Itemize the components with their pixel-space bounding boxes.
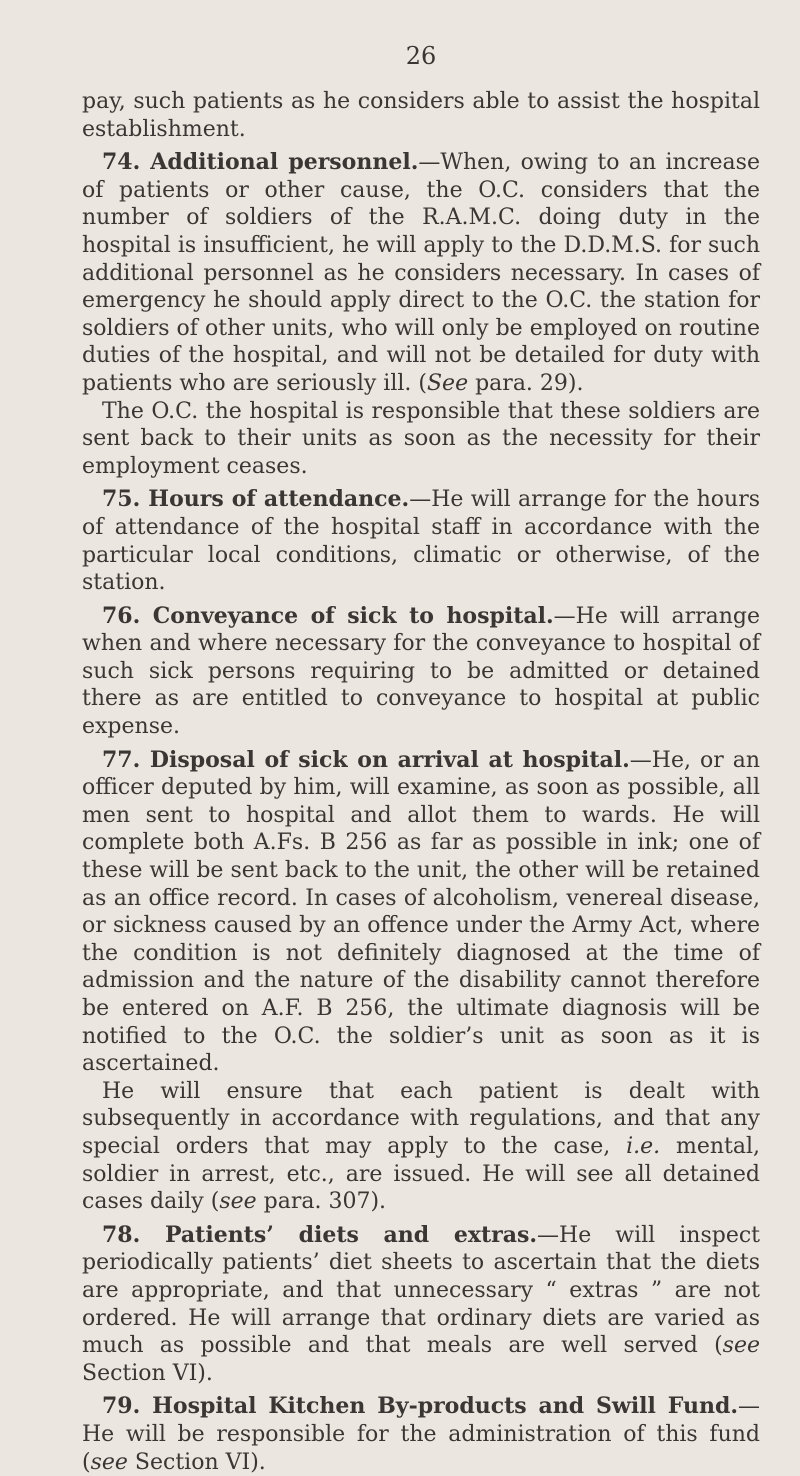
paragraph-77b-text-c: para. 307). bbox=[256, 1189, 387, 1215]
heading-74: 74. Additional personnel. bbox=[102, 149, 419, 176]
paragraph-77b-see: see bbox=[219, 1189, 257, 1215]
paragraph-79-see: see bbox=[90, 1449, 128, 1475]
heading-76: 76. Conveyance of sick to hospital. bbox=[102, 602, 554, 629]
paragraph-77b-ie: i.e. bbox=[626, 1133, 661, 1159]
paragraph-78 bbox=[82, 1222, 760, 1388]
paragraph-75-text: —He will arrange for the hours of attendance of the hospital staff in accordance with the particular local conditions, climatic or otherwise, of the station. bbox=[82, 487, 760, 596]
paragraph-74-text-a: —When, owing to an increase of patients or other cause, the O.C. considers that the number of soldiers of the R.A.M.C. doing duty in the hospital is insufficient, he will apply to the D.D.M.S. for such additional personnel as he considers necessary. In cases of emergency he should apply direct to the O.C. the station for soldiers of other units, who will only be employed on routine duties of the hospital, and will not be detailed for duty with patients who are seriously ill. ( bbox=[82, 150, 760, 396]
paragraph-74-continued: The O.C. the hospital is responsible that these soldiers are sent back to their units as soon as the necessity for their employment ceases. bbox=[82, 398, 760, 479]
heading-75: 75. Hours of attendance. bbox=[102, 486, 410, 513]
paragraph-77 bbox=[82, 747, 760, 1078]
heading-77: 77. Disposal of sick on arrival at hospital. bbox=[102, 746, 630, 773]
paragraph-77b-text-b: mental, soldier in arrest, etc., are issued. He will see all detained cases daily ( bbox=[82, 1133, 760, 1215]
page-number: 26 bbox=[405, 42, 437, 70]
paragraph-75 bbox=[82, 486, 760, 596]
paragraph-continuation: pay, such patients as he considers able to assist the hospital establishment. bbox=[82, 89, 760, 142]
heading-78: 78. Patients’ diets and extras. bbox=[102, 1221, 538, 1248]
paragraph-77-continued bbox=[82, 1078, 760, 1216]
paragraph-79-text-a: —He will be responsible for the administration of this fund ( bbox=[82, 1394, 760, 1475]
paragraph-79-text-b: Section VI). bbox=[127, 1449, 266, 1475]
paragraph-77b-text-a: He will ensure that each patient is dealt with subsequently in accordance with regulations, and that any special orders that may apply to the case, bbox=[82, 1078, 760, 1159]
paragraph-76 bbox=[82, 603, 760, 741]
paragraph-78-text-b: Section VI). bbox=[82, 1360, 213, 1386]
paragraph-78-text-a: —He will inspect periodically patients’ diet sheets to ascertain that the diets are appropriate, and that unnecessary “ extras ” are not ordered. He will arrange that ordinary diets are varied as much as possible and that meals are well served ( bbox=[82, 1222, 760, 1359]
paragraph-74 bbox=[82, 149, 760, 397]
heading-79: 79. Hospital Kitchen By-products and Swill Fund. bbox=[102, 1393, 738, 1420]
paragraph-77-text: —He, or an officer deputed by him, will examine, as soon as possible, all men sent to hospital and allot them to wards. He will complete both A.Fs. B 256 as far as possible in ink; one of these will be sent back to the unit, the other will be retained as an office record. In cases of alcoholism, venereal disease, or sickness caused by an offence under the Army Act, where the condition is not definitely diagnosed at the time of admission and the nature of the disability cannot therefore be entered on A.F. B 256, the ultimate diagnosis will be notified to the O.C. the soldier’s unit as soon as it is ascertained. bbox=[82, 747, 760, 1077]
paragraph-74-see: See bbox=[426, 370, 469, 396]
paragraph-79 bbox=[82, 1393, 760, 1476]
paragraph-78-see: see bbox=[722, 1333, 760, 1359]
paragraph-74-text-b: para. 29). bbox=[468, 370, 584, 396]
paragraph-76-text: —He will arrange when and where necessary for the conveyance to hospital of such sick persons requiring to be admitted or detained there as are entitled to conveyance to hospital at public expense. bbox=[82, 603, 760, 740]
